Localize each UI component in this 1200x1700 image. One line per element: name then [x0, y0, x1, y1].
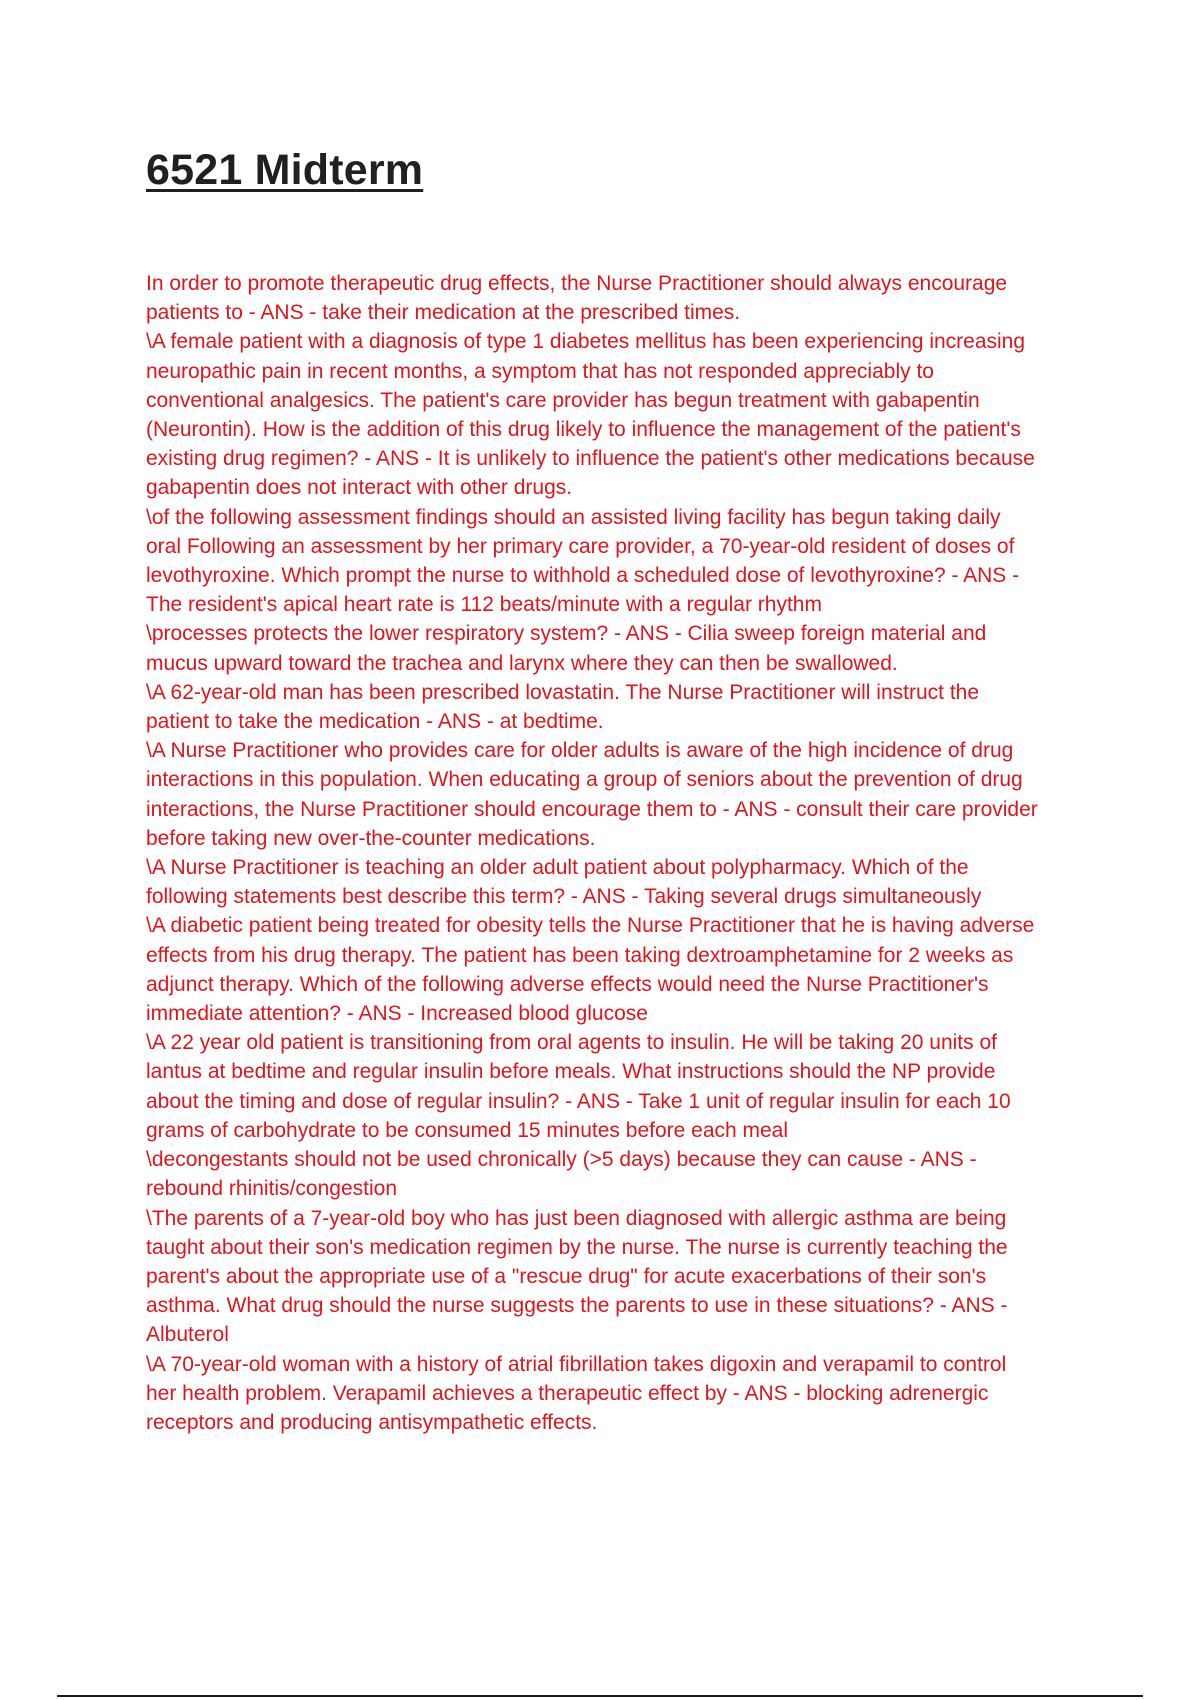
text-line: In order to promote therapeutic drug effects, the Nurse Practitioner should always encourage	[146, 272, 1008, 295]
text-line: asthma. What drug should the nurse suggests the parents to use in these situations? - ANS -	[146, 1294, 1008, 1318]
text-line: (Neurontin). How is the addition of this drug likely to influence the management of the patient's	[146, 418, 1021, 442]
text-line: levothyroxine. Which prompt the nurse to withhold a scheduled dose of levothyroxine? - ANS -	[146, 564, 1020, 588]
text-line: effects from his drug therapy. The patient has been taking dextroamphetamine for 2 weeks as	[146, 943, 1014, 967]
text-line: \processes protects the lower respiratory system? - ANS - Cilia sweep foreign material and	[146, 622, 987, 646]
text-line: \A 70-year-old woman with a history of atrial fibrillation takes digoxin and verapamil to control	[146, 1352, 1007, 1376]
text-line: following statements best describe this term? - ANS - Taking several drugs simultaneously	[146, 885, 982, 909]
text-line: grams of carbohydrate to be consumed 15 minutes before each meal	[146, 1118, 789, 1142]
text-line: \A diabetic patient being treated for obesity tells the Nurse Practitioner that he is having adverse	[146, 914, 1035, 938]
text-line: patients to - ANS - take their medication at the prescribed times.	[146, 301, 741, 325]
text-line: about the timing and dose of regular insulin? - ANS - Take 1 unit of regular insulin for each 10	[146, 1089, 1011, 1113]
text-line: \The parents of a 7-year-old boy who has just been diagnosed with allergic asthma are being	[146, 1206, 1007, 1230]
document-title: 6521 Midterm	[146, 146, 424, 194]
text-line: mucus upward toward the trachea and larynx where they can then be swallowed.	[146, 651, 898, 675]
text-line: conventional analgesics. The patient's care provider has begun treatment with gabapentin	[146, 388, 980, 412]
text-line: gabapentin does not interact with other drugs.	[146, 476, 573, 500]
text-line: oral Following an assessment by her primary care provider, a 70-year-old resident of doses of	[146, 534, 1015, 558]
footer-divider	[57, 1695, 1143, 1697]
text-line: \A female patient with a diagnosis of type 1 diabetes mellitus has been experiencing increasing	[146, 330, 1026, 354]
text-line: \A 62-year-old man has been prescribed lovastatin. The Nurse Practitioner will instruct the	[146, 680, 980, 704]
text-line: neuropathic pain in recent months, a symptom that has not responded appreciably to	[146, 359, 934, 383]
text-line: lantus at bedtime and regular insulin before meals. What instructions should the NP provide	[146, 1060, 996, 1084]
text-line: \of the following assessment findings should an assisted living facility has begun taking daily	[146, 505, 1001, 529]
text-line: interactions in this population. When educating a group of seniors about the prevention of drug	[146, 768, 1023, 792]
text-line: receptors and producing antisympathetic effects.	[146, 1410, 598, 1434]
text-line: adjunct therapy. Which of the following adverse effects would need the Nurse Practitioner's	[146, 972, 989, 996]
text-line: The resident's apical heart rate is 112 beats/minute with a regular rhythm	[146, 593, 822, 617]
text-line: Albuterol	[146, 1323, 229, 1347]
text-line: taught about their son's medication regimen by the nurse. The nurse is currently teaching the	[146, 1235, 1008, 1259]
text-line: before taking new over-the-counter medications.	[146, 826, 596, 850]
text-line: parent's about the appropriate use of a "rescue drug" for acute exacerbations of their son's	[146, 1264, 987, 1288]
text-line: existing drug regimen? - ANS - It is unlikely to influence the patient's other medications because	[146, 447, 1035, 471]
text-line: her health problem. Verapamil achieves a therapeutic effect by - ANS - blocking adrenergic	[146, 1381, 989, 1405]
text-line: interactions, the Nurse Practitioner should encourage them to - ANS - consult their care provider	[146, 797, 1038, 821]
text-line: rebound rhinitis/congestion	[146, 1177, 397, 1201]
text-line: patient to take the medication - ANS - at bedtime.	[146, 710, 604, 734]
text-line: immediate attention? - ANS - Increased blood glucose	[146, 1002, 648, 1026]
text-line: \A Nurse Practitioner is teaching an older adult patient about polypharmacy. Which of the	[146, 856, 969, 880]
text-line: \A 22 year old patient is transitioning from oral agents to insulin. He will be taking 20 units of	[146, 1031, 997, 1055]
text-line: \decongestants should not be used chronically (>5 days) because they can cause - ANS -	[146, 1148, 977, 1172]
text-line: \A Nurse Practitioner who provides care for older adults is aware of the high incidence of drug	[146, 739, 1014, 763]
question-answer-body	[146, 269, 1091, 1437]
